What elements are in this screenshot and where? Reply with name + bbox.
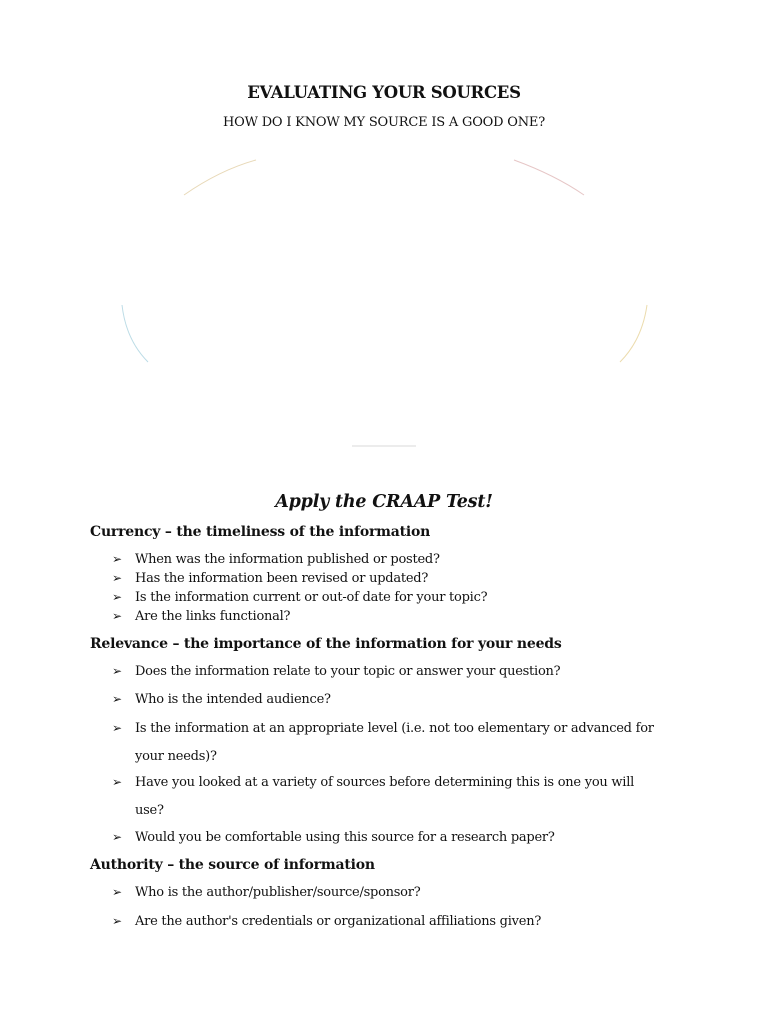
section-heading-authority: Authority – the source of information xyxy=(90,857,375,873)
faint-diagram-outline xyxy=(110,150,670,460)
arrow-bullet-icon: ➢ xyxy=(112,664,122,678)
page-subtitle: HOW DO I KNOW MY SOURCE IS A GOOD ONE? xyxy=(223,115,545,130)
arrow-bullet-icon: ➢ xyxy=(112,830,122,844)
list-item-text: Is the information current or out-of date for your topic? xyxy=(135,590,488,605)
list-item-text: Has the information been revised or updated? xyxy=(135,571,429,586)
arrow-bullet-icon: ➢ xyxy=(112,552,122,566)
page-title: EVALUATING YOUR SOURCES xyxy=(247,83,521,102)
arrow-bullet-icon: ➢ xyxy=(112,590,122,604)
section-heading-relevance: Relevance – the importance of the information for your needs xyxy=(90,636,562,652)
arrow-bullet-icon: ➢ xyxy=(112,914,122,928)
list-item-text: Have you looked at a variety of sources before determining this is one you will xyxy=(135,775,635,790)
list-item-text: Are the links functional? xyxy=(135,609,291,624)
arrow-bullet-icon: ➢ xyxy=(112,609,122,623)
arrow-bullet-icon: ➢ xyxy=(112,571,122,585)
list-item-text: Who is the intended audience? xyxy=(135,692,331,707)
craap-heading: Apply the CRAAP Test! xyxy=(275,492,493,512)
section-heading-currency: Currency – the timeliness of the information xyxy=(90,524,431,540)
list-item-text: Does the information relate to your topic or answer your question? xyxy=(135,664,561,679)
list-item-text: Would you be comfortable using this source for a research paper? xyxy=(135,830,555,845)
list-item-text: When was the information published or posted? xyxy=(135,552,440,567)
list-item-text: Who is the author/publisher/source/sponsor? xyxy=(135,885,421,900)
arrow-bullet-icon: ➢ xyxy=(112,775,122,789)
arrow-bullet-icon: ➢ xyxy=(112,692,122,706)
list-item-text: Is the information at an appropriate level (i.e. not too elementary or advanced for xyxy=(135,721,654,736)
list-item-text: Are the author's credentials or organizational affiliations given? xyxy=(135,914,542,929)
arrow-bullet-icon: ➢ xyxy=(112,885,122,899)
list-item-continuation: your needs)? xyxy=(135,749,217,764)
arrow-bullet-icon: ➢ xyxy=(112,721,122,735)
list-item-continuation: use? xyxy=(135,803,164,818)
